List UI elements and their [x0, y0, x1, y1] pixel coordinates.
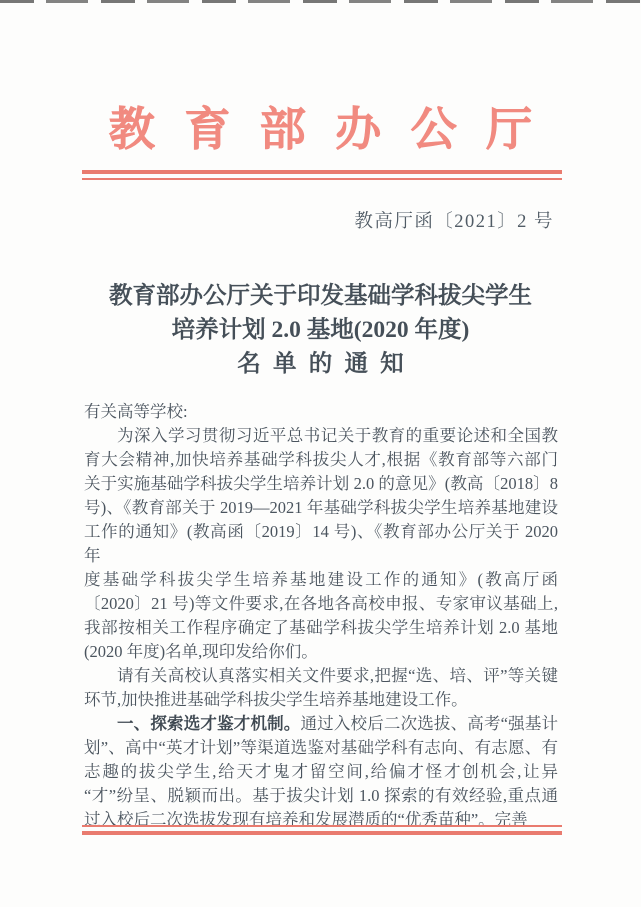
body-line: 度基础学科拔尖学生培养基地建设工作的通知》(教高厅函 [84, 570, 558, 589]
document-title-line-2: 培养计划 2.0 基地(2020 年度) [171, 317, 470, 343]
body-line: 为深入学习贯彻习近平总书记关于教育的重要论述和全国教 [117, 426, 558, 445]
footer-double-rule [82, 825, 562, 835]
body-line: 工作的通知》(教高函〔2019〕14 号)、《教育部办公厅关于 2020 年 [84, 522, 558, 565]
body-line: (2020 年度)名单,现印发给你们。 [84, 642, 318, 661]
masthead-office-name: 教育部办公厅 [108, 104, 562, 155]
document-title [30, 279, 611, 381]
body-line: 划”、高中“英才计划”等渠道选鉴对基础学科有志向、有志愿、有 [84, 738, 558, 757]
body-line: 号)、《教育部关于 2019—2021 年基础学科拔尖学生培养基地建设 [84, 498, 558, 517]
body-line: 过入校后二次选拔发现有培养和发展潜质的“优秀苗种”。完善 [84, 810, 528, 829]
scan-edge-artifact [0, 0, 641, 3]
masthead-double-rule [82, 170, 562, 180]
body-line: 志趣的拔尖学生,给天才鬼才留空间,给偏才怪才创机会,让异 [84, 762, 558, 781]
document-reference-number: 教高厅函〔2021〕2 号 [354, 212, 554, 232]
body-line: 一、探索选才鉴才机制。通过入校后二次选拔、高考“强基计 [117, 714, 559, 733]
paragraph [84, 664, 558, 712]
body-line: 关于实施基础学科拔尖学生培养计划 2.0 的意见》(教高〔2018〕8 [84, 474, 558, 493]
paragraph [84, 424, 558, 664]
document-body [84, 400, 558, 832]
body-line: 我部按相关工作程序确定了基础学科拔尖学生培养计划 2.0 基地 [84, 618, 558, 637]
body-line: “才”纷呈、脱颖而出。基于拔尖计划 1.0 探索的有效经验,重点通 [84, 786, 558, 805]
paragraph [84, 712, 558, 832]
body-line: 育大会精神,加快培养基础学科拔尖人才,根据《教育部等六部门 [84, 450, 558, 469]
document-title-line-3: 名单的通知 [237, 351, 416, 377]
body-line: 环节,加快推进基础学科拔尖学生培养基地建设工作。 [84, 690, 468, 709]
salutation: 有关高等学校: [84, 402, 188, 421]
body-line: 〔2020〕21 号)等文件要求,在各地各高校申报、专家审议基础上, [84, 594, 558, 613]
body-line: 请有关高校认真落实相关文件要求,把握“选、培、评”等关键 [117, 666, 558, 685]
document-title-line-1: 教育部办公厅关于印发基础学科拔尖学生 [109, 283, 532, 309]
paragraph-lead: 一、探索选才鉴才机制。 [117, 714, 301, 733]
